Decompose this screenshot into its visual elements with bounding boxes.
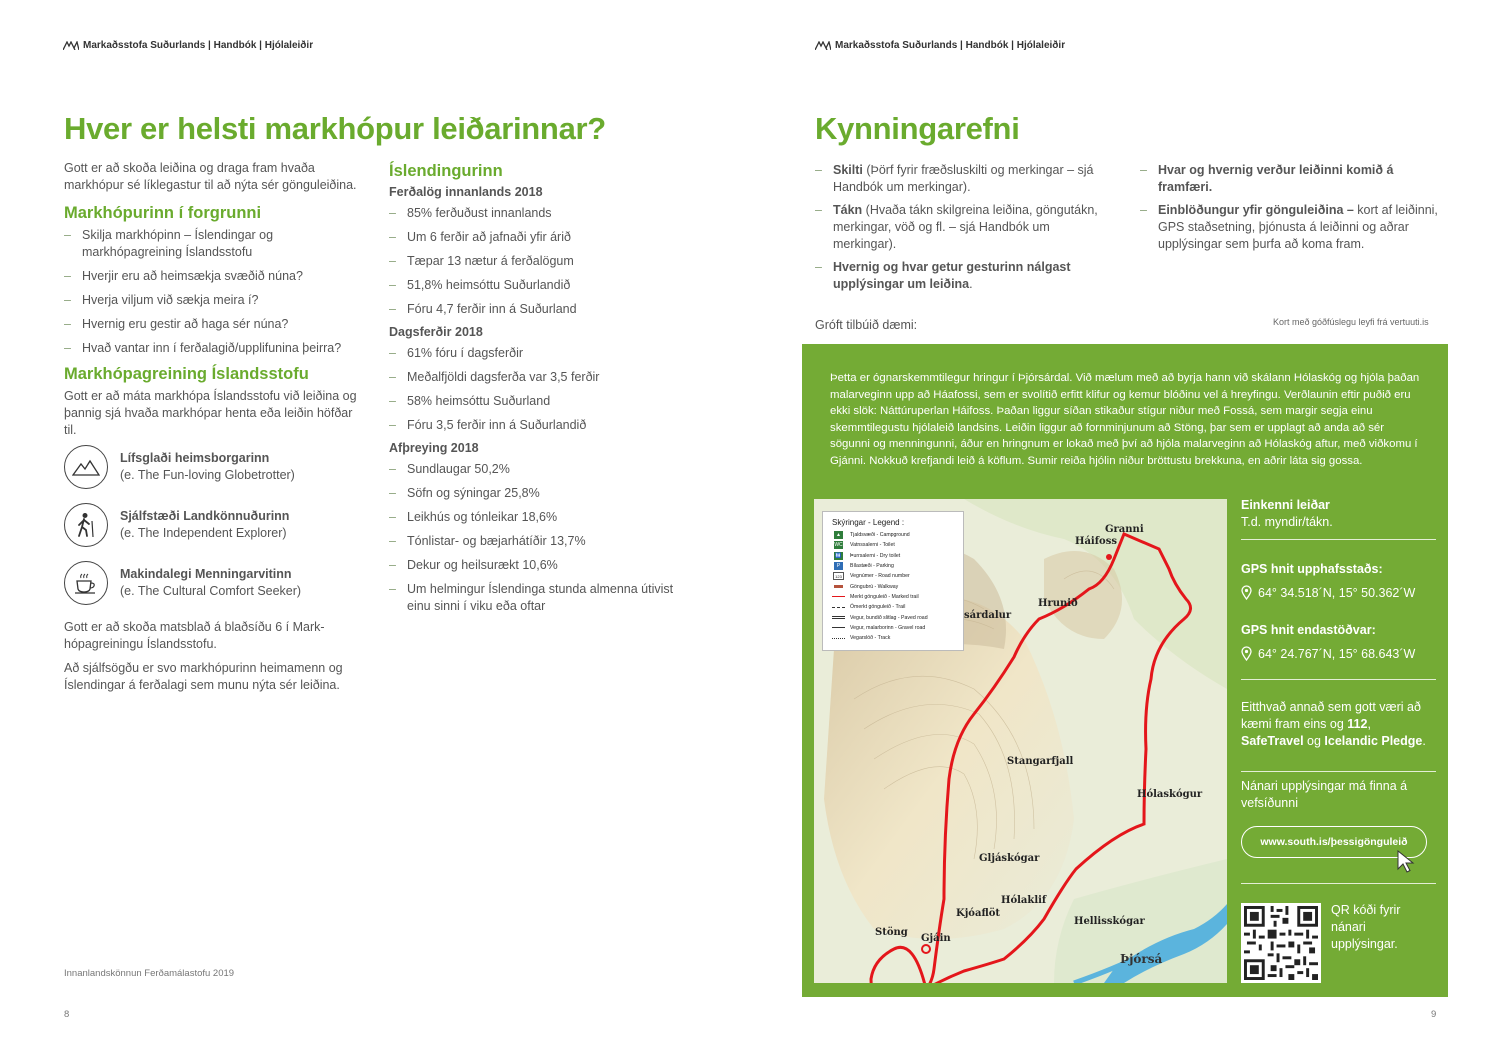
page-title-right: Kynningarefni bbox=[815, 111, 1020, 146]
list-item: – Hverjir eru að heimsækja svæðið núna? bbox=[64, 268, 364, 285]
intro-text: Gott er að skoða leiðina og draga fram hvaða markhópur sé líklegastur til að nýta sér gönguleiðina. bbox=[64, 161, 357, 192]
place-label: Hrunið bbox=[1038, 598, 1078, 609]
footnote: Innanlandskönnun Ferðamálastofu 2019 bbox=[64, 968, 235, 979]
list-item: – 85% ferðuðust innanlands bbox=[389, 205, 689, 222]
qr-code-text: QR kóði fyrir nánari upplýsingar. bbox=[1331, 903, 1401, 951]
place-label: Hellisskógar bbox=[1074, 916, 1145, 927]
more-info-text: Nánari upplýsingar má finna á vefsíðunni bbox=[1241, 779, 1408, 810]
place-label: Granni bbox=[1105, 524, 1144, 535]
focus-list bbox=[64, 227, 364, 357]
list-item: – Um helmingur Íslendinga stunda almenna útivist einu sinni í viku eða oftar bbox=[389, 581, 689, 615]
other-info bbox=[1241, 699, 1436, 750]
page-title-left: Hver er helsti markhópur leiðarinnar? bbox=[64, 111, 606, 146]
segmentation-text: Gott er að máta markhópa Íslandsstofu við leiðina og þannig sjá hvaða markhópar henta eða leiðin höfðar til. bbox=[64, 389, 357, 437]
segment-english: (e. The Cultural Comfort Seeker) bbox=[120, 584, 302, 598]
paved-road-icon bbox=[832, 616, 845, 619]
group-label: Afþreying 2018 bbox=[389, 441, 479, 455]
more-info bbox=[1241, 778, 1436, 812]
icelanders-column bbox=[389, 162, 689, 622]
track-icon bbox=[832, 638, 845, 639]
list-item: – Söfn og sýningar 25,8% bbox=[389, 485, 689, 502]
place-label: Háifoss bbox=[1075, 536, 1117, 547]
gps-end-heading: GPS hnit endastöðvar: bbox=[1241, 623, 1376, 637]
markadsstofa-logo-icon bbox=[63, 41, 79, 50]
features-heading: Einkenni leiðar bbox=[1241, 498, 1330, 512]
list-item: – Hvernig eru gestir að haga sér núna? bbox=[64, 316, 364, 333]
gps-start-heading: GPS hnit upphafsstaðs: bbox=[1241, 562, 1383, 576]
location-pin-icon bbox=[1241, 646, 1252, 661]
list-item: – Skilja markhópinn – Íslendingar og markhópagreining Íslandsstofu bbox=[64, 227, 364, 261]
focus-heading: Markhópurinn í forgrunni bbox=[64, 204, 262, 222]
list-item: – Tákn (Hvaða tákn skilgreina leiðina, göngutákn, merkingar, vöð og fl. – sjá Handbók um merkingar). bbox=[815, 202, 1115, 253]
list-item: – 58% heimsóttu Suðurland bbox=[389, 393, 689, 410]
stats-list bbox=[389, 345, 689, 434]
legend-item: Vegarslóð - Track bbox=[832, 633, 957, 643]
list-item: – Hvernig og hvar getur gesturinn nálgast upplýsingar um leiðina. bbox=[815, 259, 1115, 293]
route-map bbox=[814, 499, 1227, 983]
markadsstofa-logo-icon bbox=[815, 41, 831, 50]
place-label: Gjáin bbox=[921, 933, 951, 944]
page-number-left: 8 bbox=[64, 1009, 70, 1020]
brochure-sample-panel bbox=[802, 344, 1448, 997]
place-label: Gljáskógar bbox=[979, 853, 1040, 864]
segment-name: Makindalegi Menningarvitinn bbox=[120, 567, 292, 581]
place-label: Hólaskógur bbox=[1137, 789, 1203, 800]
road-number-icon: 123 bbox=[833, 572, 844, 580]
list-item: – Tæpar 13 nætur á ferðalögum bbox=[389, 253, 689, 270]
stats-list bbox=[389, 461, 689, 615]
toilet-icon: WC bbox=[834, 542, 843, 549]
list-item: – Fóru 4,7 ferðir inn á Suðurland bbox=[389, 301, 689, 318]
stats-list bbox=[389, 205, 689, 318]
list-item: – 61% fóru í dagsferðir bbox=[389, 345, 689, 362]
legend-title: Skýringar - Legend : bbox=[832, 518, 905, 527]
legend-item: Vegur, bundið slitlag - Paved road bbox=[832, 612, 957, 622]
segment-item bbox=[64, 503, 364, 547]
route-description: Þetta er ógnarskemmtilegur hringur í Þjórsárdal. Við mælum með að byrja hann við skálann Hólaskóg og hjóla þaðan malarveginn upp að Háafossi, sem er svolítið erfitt klifur og kemur blóðinu vel á hreyfingu. Verðlaunin eftir puðið eru ekki slök: Náttúruperlan Háifoss. Þaðan liggur síðan stikaður stígur niður með Fossá, sem margir segja einu skemmtilegustu hjólaleið landsins. Leiðin liggur að fornminjunum að Stöng, þar sem er upplagt að anda að sér sögunni og menningunni, áður en hringnum er lokað með því að hjóla malarveginn að Hólaskóg aftur, með viðkomu í Gjánni. Nokkuð krefjandi leið á köflum. Sumir reiða hjólin niður bröttustu brekkuna, en aðrir láta sig gossa. bbox=[830, 372, 1420, 467]
outro-text: Gott er að skoða matsblað á blaðsíðu 6 í Mark-hópagreiningu Íslandsstofu. bbox=[64, 620, 325, 651]
promo-column-1 bbox=[815, 162, 1115, 299]
outro-text: Að sjálfsögðu er svo markhópurinn heimamenn og Íslendingar á ferðalagi sem munu nýta sér leiðina. bbox=[64, 661, 343, 692]
list-item: – Einblöðungur yfir gönguleiðina – kort af leiðinni, GPS staðsetning, þjónusta á leiðinni og aðrar upplýsingar sem þurfa að koma fram. bbox=[1140, 202, 1445, 253]
place-label: Hólaklif bbox=[1001, 895, 1047, 906]
legend-item: Merkt gönguleið - Marked trail bbox=[832, 592, 957, 602]
list-item: – Fóru 3,5 ferðir inn á Suðurlandið bbox=[389, 417, 689, 434]
place-label: Stangarfjall bbox=[1007, 756, 1074, 767]
list-item: – Meðalfjöldi dagsferða var 3,5 ferðir bbox=[389, 369, 689, 386]
list-item: – Hvar og hvernig verður leiðinni komið á framfæri. bbox=[1140, 162, 1445, 196]
map-credit: Kort með góðfúslegu leyfi frá vertuuti.is bbox=[1273, 317, 1429, 327]
segmentation-heading: Markhópagreining Íslandsstofu bbox=[64, 365, 309, 383]
dry-toilet-icon: 🚻 bbox=[835, 552, 842, 559]
page-header-right bbox=[815, 40, 1065, 51]
segment-name: Sjálfstæði Landkönnuðurinn bbox=[120, 509, 290, 523]
walkway-icon bbox=[834, 585, 843, 588]
marked-trail-icon bbox=[832, 596, 845, 597]
sample-label: Gróft tilbúið dæmi: bbox=[815, 318, 918, 332]
divider bbox=[1241, 883, 1436, 884]
segment-english: (e. The Independent Explorer) bbox=[120, 526, 287, 540]
gps-end bbox=[1241, 622, 1436, 661]
legend-item: Göngubrú - Walkway bbox=[832, 581, 957, 591]
cursor-pointer-icon bbox=[1396, 850, 1416, 874]
group-label: Dagsferðir 2018 bbox=[389, 325, 483, 339]
list-item: – 51,8% heimsóttu Suðurlandið bbox=[389, 277, 689, 294]
trail-icon bbox=[832, 607, 845, 608]
header-text: Markaðsstofa Suðurlands | Handbók | Hjólaleiðir bbox=[835, 40, 1066, 51]
legend-item: 123 Vegnúmer - Road number bbox=[832, 571, 957, 581]
place-label: Stöng bbox=[875, 927, 908, 938]
gps-end-coordinates: 64° 24.767´N, 15° 68.643´W bbox=[1258, 646, 1416, 661]
place-label: sárdalur bbox=[964, 610, 1012, 621]
legend-item: Ómerkt gönguleið - Trail bbox=[832, 602, 957, 612]
icelanders-heading: Íslendingurinn bbox=[389, 162, 503, 180]
place-label: Kjóaflöt bbox=[956, 908, 1001, 919]
gps-start-coordinates: 64° 34.518´N, 15° 50.362´W bbox=[1258, 585, 1416, 600]
gps-start bbox=[1241, 561, 1436, 600]
gravel-road-icon bbox=[832, 627, 845, 628]
list-item: – Dekur og heilsurækt 10,6% bbox=[389, 557, 689, 574]
coffee-cup-icon bbox=[64, 561, 108, 605]
legend-item: WC Vatnssalerni - Toilet bbox=[834, 542, 895, 549]
location-pin-icon bbox=[1241, 585, 1252, 600]
list-item: – Leikhús og tónleikar 18,6% bbox=[389, 509, 689, 526]
list-item: – Sundlaugar 50,2% bbox=[389, 461, 689, 478]
page-number-right: 9 bbox=[1431, 1009, 1437, 1020]
legend-item: ▲ Tjaldsvæði - Campground bbox=[832, 530, 957, 540]
list-item: – Skilti (Þörf fyrir fræðsluskilti og merkingar – sjá Handbók um merkingar). bbox=[815, 162, 1115, 196]
group-label: Ferðalög innanlands 2018 bbox=[389, 185, 543, 199]
other-info-text: Eitthvað annað sem gott væri að kæmi fram eins og 112, SafeTravel og Icelandic Pledge. bbox=[1241, 700, 1426, 748]
campground-icon: ▲ bbox=[834, 531, 843, 539]
route-features bbox=[1241, 497, 1436, 531]
outro bbox=[64, 619, 364, 694]
segment-item bbox=[64, 445, 364, 489]
segment-item bbox=[64, 561, 364, 605]
hiker-icon bbox=[64, 503, 108, 547]
parking-icon: P bbox=[834, 562, 843, 570]
header-text: Markaðsstofa Suðurlands | Handbók | Hjólaleiðir bbox=[83, 40, 314, 51]
legend-item: P Bílastæði - Parking bbox=[832, 561, 957, 571]
map-legend bbox=[822, 511, 964, 651]
list-item: – Tónlistar- og bæjarhátíðir 13,7% bbox=[389, 533, 689, 550]
qr-code-icon bbox=[1244, 906, 1318, 980]
place-label: Þjórsá bbox=[1120, 952, 1163, 966]
list-item: – Hvað vantar inn í ferðalagið/upplifunina þeirra? bbox=[64, 340, 364, 357]
promo-list bbox=[815, 162, 1115, 293]
legend-item: 🚻 Þurrsalerni - Dry toilet bbox=[835, 552, 901, 559]
divider bbox=[1241, 539, 1436, 540]
website-link-button[interactable]: www.south.is/þessigönguleið bbox=[1241, 826, 1427, 858]
list-item: – Um 6 ferðir að jafnaði yfir árið bbox=[389, 229, 689, 246]
promo-list bbox=[1140, 162, 1445, 253]
segment-list bbox=[64, 445, 364, 605]
promo-column-2 bbox=[1140, 162, 1445, 259]
divider bbox=[1241, 771, 1436, 772]
mountains-icon bbox=[64, 445, 108, 489]
target-audience-column bbox=[64, 160, 364, 701]
legend-item: Vegur, malarborinn - Gravel road bbox=[832, 623, 957, 633]
page-header-left bbox=[63, 40, 313, 51]
divider bbox=[1241, 679, 1436, 680]
segment-english: (e. The Fun-loving Globetrotter) bbox=[120, 468, 295, 482]
features-text: T.d. myndir/tákn. bbox=[1241, 515, 1333, 529]
qr-code[interactable] bbox=[1241, 903, 1321, 983]
list-item: – Hverja viljum við sækja meira í? bbox=[64, 292, 364, 309]
segment-name: Lífsglaði heimsborgarinn bbox=[120, 451, 270, 465]
